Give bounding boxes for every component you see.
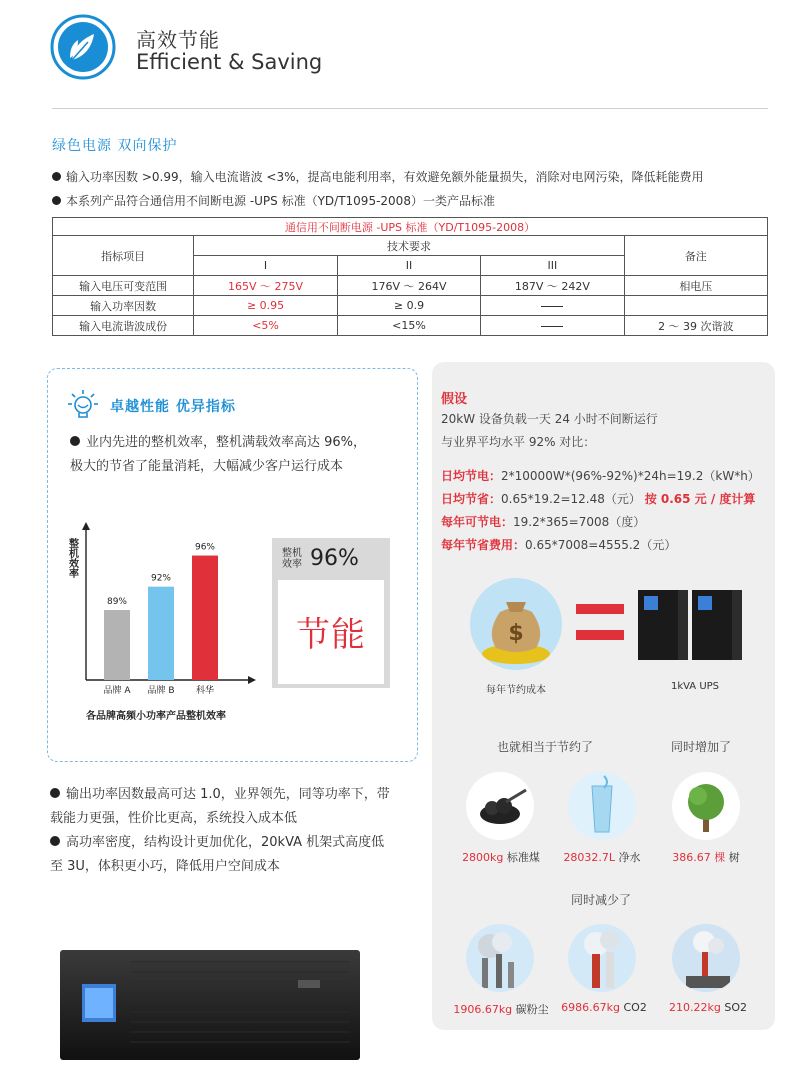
money-bag-icon: [470, 578, 562, 670]
savings-row: [441, 513, 645, 530]
bullet-text: 本系列产品符合通信用不间断电源 -UPS 标准（YD/T1095-2008）一类产品标准: [66, 194, 495, 208]
chimney-dust-icon: [466, 924, 534, 992]
bullet-item: [52, 168, 704, 185]
stat-number: 386.67 棵: [672, 851, 726, 864]
feature-text-line: 高功率密度，结构设计更加优化，20kVA 机架式高度低: [66, 835, 385, 850]
savings-row: [441, 467, 760, 484]
assumption-line: 20kW 设备负载一天 24 小时不间断运行: [441, 412, 658, 426]
feature-text-line: 至 3U，体积更小巧，降低用户空间成本: [50, 859, 280, 874]
reduced-so2-stat: [658, 1001, 758, 1014]
x-axis-arrow-icon: [248, 676, 256, 684]
savings-row-value: 19.2*365=7008（度）: [513, 515, 646, 529]
table-header-grade: II: [337, 256, 480, 276]
savings-row-value: 0.65*19.2=12.48（元）: [501, 492, 641, 506]
table-header-item: 指标项目: [53, 236, 194, 276]
stat-unit: 净水: [618, 851, 641, 864]
y-axis-label: 整机效率: [66, 538, 78, 578]
bar-3: [192, 556, 218, 680]
table-cell: [624, 296, 767, 316]
energy-saving-label: 节能: [296, 615, 366, 655]
stat-unit: SO2: [724, 1001, 747, 1014]
svg-text:$: $: [508, 621, 524, 646]
feature-text: [50, 782, 425, 808]
header-divider: [52, 108, 768, 109]
coal-image: [466, 772, 534, 840]
table-cell: 输入电压可变范围: [53, 276, 194, 296]
chart-caption: 各品牌高频小功率产品整机效率: [86, 711, 226, 722]
feature-text-line: 载能力更强，性价比更高，系统投入成本低: [50, 811, 298, 826]
table-header-note: 备注: [624, 236, 767, 276]
bullet-item: [52, 192, 495, 209]
equals-sign-icon: [576, 604, 624, 614]
table-cell: <15%: [337, 316, 480, 336]
ups-caption: 1kVA UPS: [670, 681, 720, 692]
tree-image: [672, 772, 740, 840]
so2-image: [672, 924, 740, 992]
table-header-grade: I: [194, 256, 337, 276]
table-row: [53, 296, 768, 316]
table-cell: 165V ～ 275V: [194, 276, 337, 296]
stat-number: 210.22kg: [669, 1001, 721, 1014]
stat-number: 28032.7L: [563, 851, 616, 864]
money-bag-image: [470, 578, 562, 670]
stat-number: 1906.67kg: [453, 1003, 513, 1016]
ups-standard-table: [52, 217, 768, 336]
coal-icon: [466, 772, 534, 840]
category-tick-label: 品牌 A: [103, 686, 131, 696]
increased-tree-stat: [660, 849, 752, 865]
assumption-line: 与业界平均水平 92% 对比：: [441, 435, 596, 449]
performance-text: [70, 430, 400, 456]
feature-text: [50, 806, 425, 832]
table-cell: 相电压: [624, 276, 767, 296]
category-tick-label: 科华: [195, 686, 215, 696]
bar-value-label: 89%: [106, 597, 128, 607]
bar-value-label: 92%: [150, 573, 172, 584]
chimney-co2-icon: [568, 924, 636, 992]
savings-row: [441, 536, 676, 553]
page-subtitle: Efficient & Saving: [136, 50, 323, 74]
table-cell: <5%: [194, 316, 337, 336]
table-cell: ≥ 0.9: [337, 296, 480, 316]
section-title-green-power: 绿色电源 双向保护: [52, 138, 178, 154]
bullet-dot-icon: [70, 436, 80, 446]
performance-text-line: 业内先进的整机效率，整机满载效率高达 96%，: [86, 435, 367, 450]
co2-image: [568, 924, 636, 992]
savings-row-value: 2*10000W*(96%-92%)*24h=19.2（kW*h）: [501, 469, 760, 483]
bullet-dot-icon: [50, 788, 60, 798]
bar-1: [104, 610, 130, 680]
feature-text: [50, 830, 425, 856]
reduce-heading: 同时减少了: [571, 893, 632, 907]
equivalent-heading: 也就相当于节约了: [497, 740, 594, 754]
stat-unit: 碳粉尘: [515, 1003, 549, 1016]
money-caption: 每年节约成本: [486, 685, 546, 696]
stat-unit: 标准煤: [506, 851, 540, 864]
assumption-heading: 假设: [441, 392, 468, 407]
stat-unit: 树: [728, 851, 740, 864]
savings-row-label: 每年可节电：: [441, 515, 514, 529]
savings-row-label: 日均节省：: [441, 492, 502, 506]
bullet-text: 输入功率因数 >0.99，输入电流谐波 <3%，提高电能利用率，有效避免额外能量损失，消除对电网污染，降低耗能费用: [66, 170, 704, 184]
table-cell: [481, 316, 624, 336]
table-cell: 2 ～ 39 次谐波: [624, 316, 767, 336]
dash-icon: [541, 306, 563, 307]
page-title: 高效节能: [136, 28, 220, 52]
water-image: [568, 772, 636, 840]
table-cell: ≥ 0.95: [194, 296, 337, 316]
savings-row-label: 日均节电：: [441, 469, 502, 483]
equals-sign-icon: [576, 630, 624, 640]
efficiency-box-label: 整机效率: [282, 548, 302, 570]
stat-unit: CO2: [623, 1001, 647, 1014]
leaf-logo-icon: [50, 14, 116, 80]
lightbulb-idea-icon: [66, 388, 100, 422]
bullet-dot-icon: [52, 196, 61, 205]
tree-icon: [672, 772, 740, 840]
feature-text-line: 输出功率因数最高可达 1.0，业界领先，同等功率下，带: [66, 787, 390, 802]
savings-row: [441, 490, 755, 507]
performance-text: [70, 454, 400, 480]
increase-heading: 同时增加了: [671, 740, 732, 754]
savings-row-extra: 按 0.65 元 / 度计算: [644, 492, 756, 506]
table-cell: [481, 296, 624, 316]
bullet-dot-icon: [52, 172, 61, 181]
reduced-co2-stat: [554, 1001, 654, 1014]
bars-group: [103, 543, 218, 696]
table-cell: 187V ～ 242V: [481, 276, 624, 296]
reduced-dust-stat: [448, 1001, 554, 1017]
table-row: [53, 316, 768, 336]
bar-value-label: 96%: [194, 542, 216, 553]
chimney-so2-icon: [672, 924, 740, 992]
bar-2: [148, 587, 174, 680]
table-header-grade: III: [481, 256, 624, 276]
rack-ups-product-image: [60, 950, 360, 1060]
efficiency-bar-chart: [60, 520, 260, 710]
table-cell: 176V ～ 264V: [337, 276, 480, 296]
dash-icon: [541, 326, 563, 327]
tower-ups-image: [630, 584, 750, 664]
category-tick-label: 品牌 B: [147, 686, 175, 696]
table-cell: 输入电流谐波成份: [53, 316, 194, 336]
table-header-tech: 技术要求: [194, 236, 624, 256]
saved-coal-stat: [455, 849, 547, 865]
bullet-dot-icon: [50, 836, 60, 846]
table-cell: 输入功率因数: [53, 296, 194, 316]
efficiency-box-value: 96%: [310, 546, 359, 571]
performance-text-line: 极大的节省了能量消耗，大幅减少客户运行成本: [70, 459, 344, 474]
saved-water-stat: [556, 849, 648, 865]
water-glass-icon: [568, 772, 636, 840]
stat-number: 2800kg: [462, 851, 504, 864]
stat-number: 6986.67kg: [561, 1001, 620, 1014]
performance-title: 卓越性能 优异指标: [110, 399, 236, 415]
savings-row-value: 0.65*7008=4555.2（元）: [525, 538, 677, 552]
y-axis-arrow-icon: [82, 522, 90, 530]
savings-row-label: 每年节省费用：: [441, 538, 526, 552]
dust-image: [466, 924, 534, 992]
table-caption: 通信用不间断电源 -UPS 标准（YD/T1095-2008）: [53, 218, 768, 236]
table-row: [53, 276, 768, 296]
feature-text: [50, 854, 425, 880]
